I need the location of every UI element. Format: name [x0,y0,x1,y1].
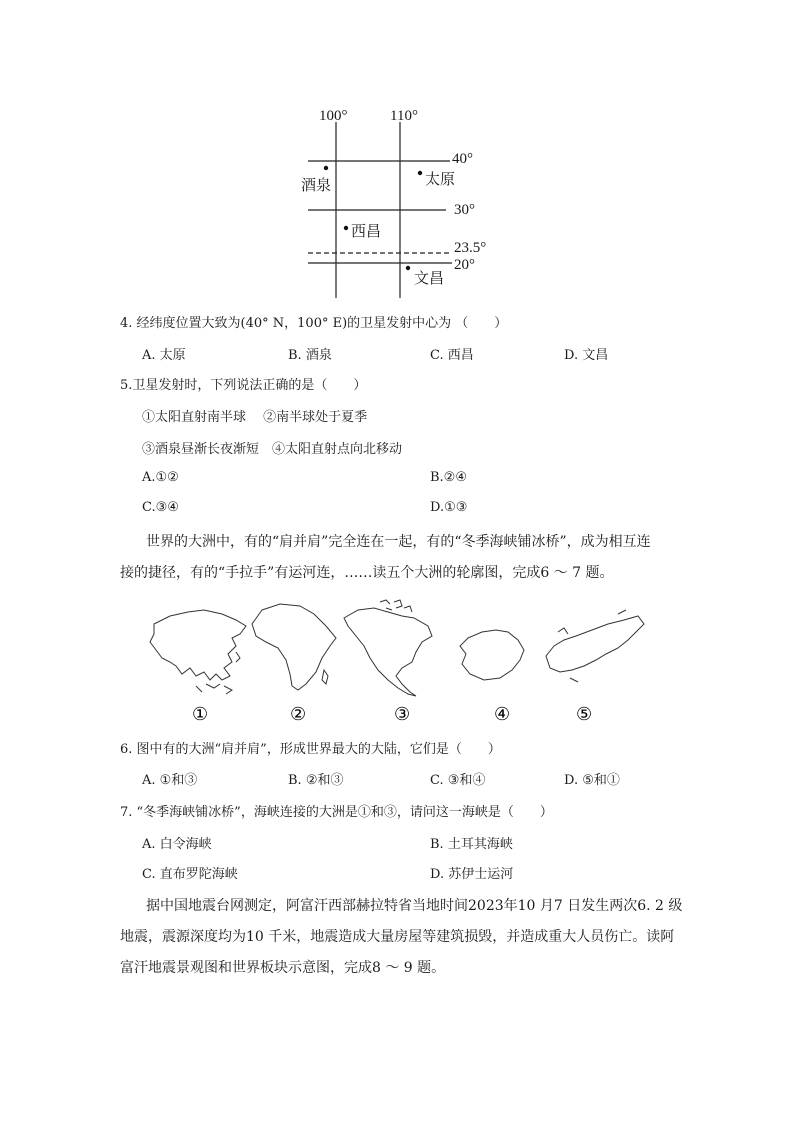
q4-option-b: B. 酒泉 [288,348,332,363]
q4-option-a: A. 太原 [142,348,186,363]
q5-option-a: A.①② [142,470,179,485]
question-4-stem: 4. 经纬度位置大致为(40° N，100° E)的卫星发射中心为 （ ） [120,316,508,331]
q5-option-d: D.①③ [430,500,468,515]
lat-lon-grid-map [290,100,510,300]
q6-option-a: A. ①和③ [142,773,198,788]
lon-label-100: 100° [319,108,348,124]
q4-option-d: D. 文昌 [564,348,609,363]
madagascar-outline [322,670,328,684]
continent-label-1: ① [192,704,209,725]
continent-label-5: ⑤ [576,704,593,725]
passage-1-line-2: 接的捷径，有的“手拉手”有运河连，……读五个大洲的轮廓图，完成6 ～ 7 题。 [120,565,614,581]
arctic-islands [380,600,412,612]
q7-option-c: C. 直布罗陀海峡 [142,867,238,882]
passage-2-line-1: 据中国地震台网测定，阿富汗西部赫拉特省当地时间2023年10 月7 日发生两次6. 2 级 [146,898,683,914]
lon-label-110: 110° [390,108,418,124]
q5-option-b: B.②④ [430,470,467,485]
europe-islands [558,610,626,682]
city-dot-xichang [344,226,348,230]
passage-1-line-1: 世界的大洲中，有的“肩并肩”完全连在一起，有的“冬季海峡铺冰桥”，成为相互连 [146,534,651,550]
continent-label-4: ④ [494,704,511,725]
north-america-outline [344,608,432,696]
city-label-jiuquan: 酒泉 [301,178,332,194]
asia-outline [150,610,246,680]
passage-2-line-2: 地震，震源深度均为10 千米，地震造成大量房屋等建筑损毁，并造成重大人员伤亡。读阿 [120,929,675,945]
lat-label-20: 20° [454,257,475,273]
continent-label-3: ③ [394,704,411,725]
continent-label-2: ② [290,704,307,725]
lat-label-23-5: 23.5° [454,240,487,256]
passage-2-line-3: 富汗地震景观图和世界板块示意图，完成8 ～ 9 题。 [120,960,446,976]
q5-statement-1: ①太阳直射南半球 ②南半球处于夏季 [142,410,368,425]
city-dot-jiuquan [324,166,328,170]
q5-statement-2: ③酒泉昼渐长夜渐短 ④太阳直射点向北移动 [142,442,403,457]
continent-outlines-figure [140,596,660,726]
q7-option-b: B. 土耳其海峡 [430,837,513,852]
q4-option-c: C. 西昌 [430,348,474,363]
europe-outline [546,616,644,672]
africa-outline [252,604,336,690]
antarctica-outline [460,630,524,680]
city-label-wenchang: 文昌 [414,271,445,287]
lat-label-30: 30° [454,202,475,218]
city-label-taiyuan: 太原 [425,172,456,188]
q6-option-d: D. ⑤和① [564,773,620,788]
q7-option-d: D. 苏伊士运河 [430,867,514,882]
question-6-stem: 6. 图中有的大洲“肩并肩”，形成世界最大的大陆，它们是（ ） [120,742,501,757]
q5-option-c: C.③④ [142,500,179,515]
question-5-stem: 5.卫星发射时，下列说法正确的是（ ） [120,378,367,393]
q6-option-c: C. ③和④ [430,773,486,788]
question-7-stem: 7. “冬季海峡铺冰桥”，海峡连接的大洲是①和③，请问这一海峡是（ ） [120,805,553,820]
city-dot-wenchang [406,266,410,270]
lat-label-40: 40° [452,151,473,167]
city-label-xichang: 西昌 [351,224,382,240]
q7-option-a: A. 白令海峡 [142,837,212,852]
city-dot-taiyuan [418,171,422,175]
q6-option-b: B. ②和③ [288,773,344,788]
